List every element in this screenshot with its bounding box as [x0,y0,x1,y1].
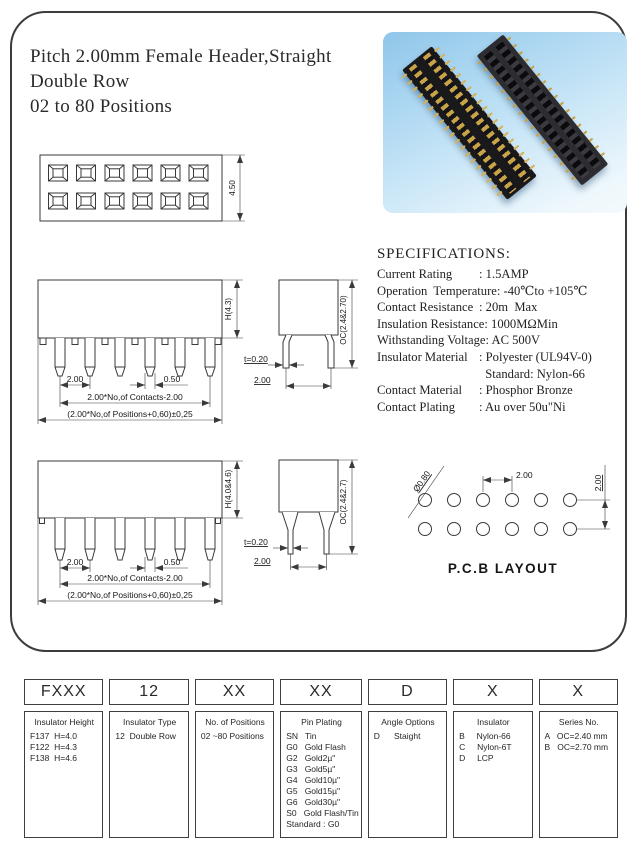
drawing-side-view-2 [240,452,385,592]
page-title [30,44,390,119]
part-column-pin-plating [280,679,361,838]
spec-label: Contact Plating [377,399,456,414]
part-item: 02 ~80 Positions [200,731,264,741]
product-photo [383,32,627,213]
part-item: C Nylon-6T [459,742,512,752]
dim-label-oc: OC(2.4&2.70) [339,295,348,345]
part-desc-box [280,711,361,838]
part-column-title: Pin Plating [301,717,342,727]
part-code-box: 12 [109,679,188,705]
part-item: 12 Double Row [115,731,176,741]
part-column-title: No. of Positions [205,717,265,727]
page-title-line2: 02 to 80 Positions [30,96,173,117]
drawing-front-view-1 [30,272,260,432]
part-item: SN Tin [286,731,317,741]
spec-label [377,366,479,383]
part-desc-box [539,711,618,838]
part-item: S0 Gold Flash/Tin [286,808,359,818]
spec-label: Current Rating [377,267,453,281]
part-code-box: D [368,679,447,705]
dim-label-thickness: t=0.20 [244,537,268,547]
spec-row [377,399,635,416]
part-item: F138 H=4.6 [30,753,78,763]
spec-row [377,332,635,349]
part-item: G3 Gold5µ" [286,764,336,774]
spec-value: : Au over 50u"Ni [479,399,566,414]
pcb-layout-caption: P.C.B LAYOUT [447,561,559,576]
part-item: F122 H=4.3 [30,742,78,752]
part-item: B OC=2.70 mm [544,742,609,752]
dim-label-pitch: 2.00 [66,557,84,567]
part-column-angle-options [368,679,447,838]
part-desc-box [195,711,274,838]
part-code-box: X [453,679,532,705]
spec-label: Operation Temperature [377,283,497,298]
dim-label-positions-span: (2.00*No,of Positions+0,60)±0,25 [67,590,193,600]
dim-label-pin-width: 0.50 [163,557,181,567]
spec-label: Withstanding Voltage [377,333,486,348]
dim-label-pcb-pitch-x: 2.00 [516,470,533,480]
part-code-box: FXXX [24,679,103,705]
part-item: F137 H=4.0 [30,731,78,741]
part-code-box: X [539,679,618,705]
part-desc-box [453,711,532,838]
part-item: G0 Gold Flash [286,742,346,752]
dim-label-thickness: t=0.20 [244,354,268,364]
spec-row [377,283,635,300]
part-desc-box [24,711,103,838]
part-item: A OC=2.40 mm [544,731,608,741]
dim-label-pitch: 2.00 [66,374,84,384]
spec-label: Insulator Material [377,349,468,364]
part-item: Standard : G0 [286,819,340,829]
part-column-title: Insulator [477,717,510,727]
part-code-box: XX [195,679,274,705]
part-column-insulator-type [109,679,188,838]
spec-value: : Phosphor Bronze [479,383,573,398]
part-desc-box [109,711,188,838]
spec-row [377,316,635,333]
drawing-front-view-2 [30,453,260,613]
dim-label-hole-diameter: Ø0.80 [410,468,433,494]
part-item: B Nylon-66 [459,731,511,741]
part-number-table [24,679,618,838]
spec-row [377,349,635,366]
dim-label-pin-width: 0.50 [163,374,181,384]
part-column-positions [195,679,274,838]
spec-row [377,266,635,283]
dim-label-insulator-height: H(4.3) [224,297,233,321]
dim-label-row-pitch: 2.00 [254,375,271,385]
part-column-series-no [539,679,618,838]
part-item: G5 Gold15µ" [286,786,341,796]
part-column-insulator-height [24,679,103,838]
part-column-title: Insulator Height [34,717,94,727]
specs-section [377,246,635,415]
dim-label-body-height: 4.50 [228,180,237,196]
spec-value: : 1000MΩMin [484,316,558,331]
dim-label-oc: OC(2.4&2.7) [339,479,348,525]
dim-label-contacts-span: 2.00*No,of Contacts-2.00 [87,392,183,402]
dim-label-row-pitch: 2.00 [254,556,271,566]
spec-value: Standard: Nylon-66 [479,366,585,381]
spec-value: : 20m Max [479,300,538,315]
spec-label: Insulation Resistance [377,316,485,331]
drawing-side-view-1 [240,270,385,405]
spec-label: Contact Material [377,383,462,398]
part-column-title: Series No. [558,717,599,727]
spec-label: Contact Resistance [377,300,474,315]
spec-value: : AC 500V [485,333,541,348]
part-column-insulator-material [453,679,532,838]
part-column-title: Insulator Type [123,717,177,727]
part-item: G2 Gold2µ" [286,753,336,763]
part-code-box: XX [280,679,361,705]
dim-label-positions-span: (2.00*No,of Positions+0,60)±0,25 [67,409,193,419]
part-item: D Staight [373,731,421,741]
spec-value: : Polyester (UL94V-0) [479,349,592,364]
spec-row [377,382,635,399]
dim-label-pcb-pitch-y: 2.00 [593,474,603,492]
part-item: G4 Gold10µ" [286,775,341,785]
drawing-top-view [30,146,255,238]
dim-label-contacts-span: 2.00*No,of Contacts-2.00 [87,573,183,583]
dim-label-insulator-height: H(4.0&4.6) [224,469,233,509]
part-item: G6 Gold30µ" [286,797,341,807]
part-column-title: Angle Options [381,717,435,727]
part-item: D LCP [459,753,494,763]
part-desc-box [368,711,447,838]
drawing-pcb-layout [388,445,625,590]
specs-title: SPECIFICATIONS: [377,246,511,262]
spec-value: : 1.5AMP [479,267,529,281]
spec-row [377,299,635,316]
page-title-line1: Pitch 2.00mm Female Header,Straight Double Row [30,46,332,92]
spec-row [377,366,635,383]
spec-value: : -40℃to +105℃ [496,283,588,298]
